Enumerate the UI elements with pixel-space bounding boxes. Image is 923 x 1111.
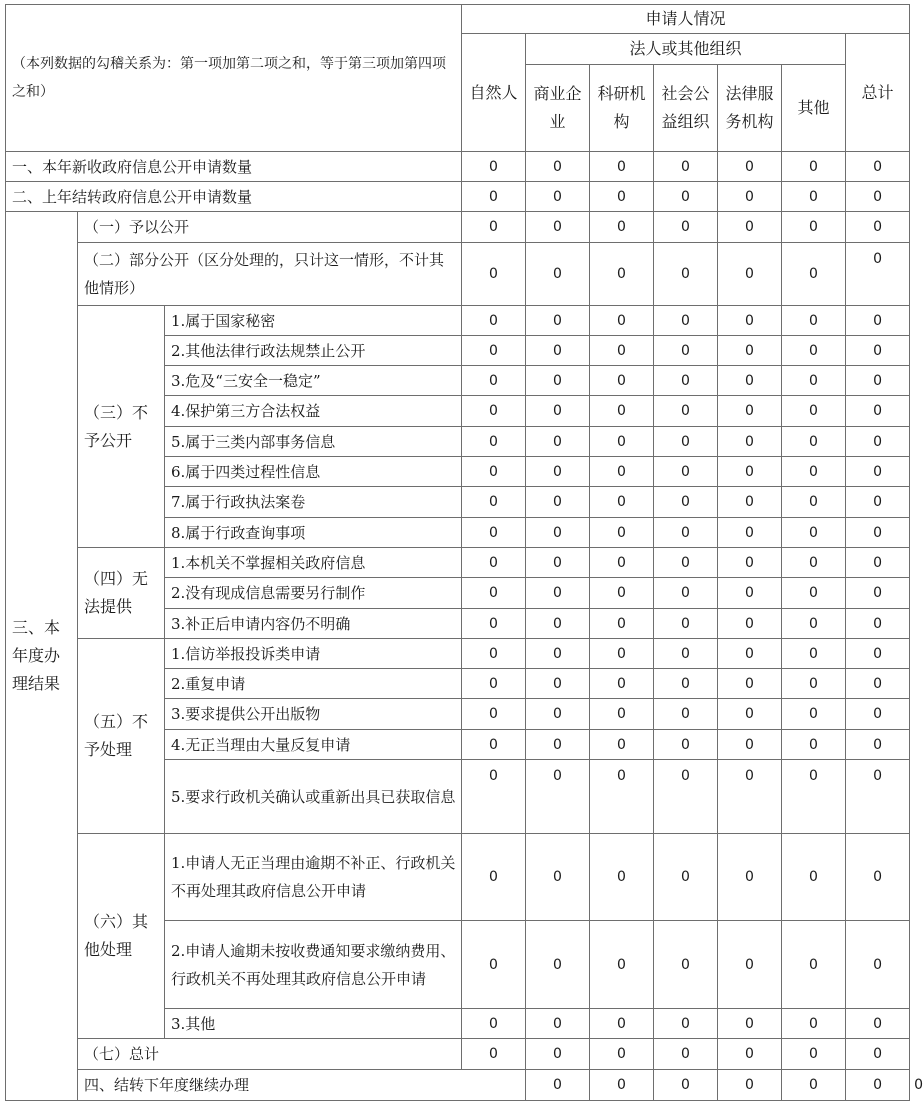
cell-value: 0	[718, 487, 782, 518]
cell-value: 0	[782, 212, 846, 243]
row-label: 8.属于行政查询事项	[165, 518, 462, 548]
cell-value: 0	[782, 336, 846, 366]
cell-value: 0	[718, 730, 782, 760]
cell-value: 0	[462, 639, 526, 669]
row-label: 2.申请人逾期未按收费通知要求缴纳费用、行政机关不再处理其政府信息公开申请	[165, 921, 462, 1009]
row-label: 5.属于三类内部事务信息	[165, 427, 462, 457]
cell-value: 0	[718, 152, 782, 182]
cell-value: 0	[718, 306, 782, 336]
cell-value: 0	[462, 669, 526, 699]
cell-value: 0	[462, 306, 526, 336]
cell-value: 0	[526, 396, 590, 427]
cell-value: 0	[718, 336, 782, 366]
cell-value: 0	[654, 760, 718, 834]
cell-value: 0	[846, 152, 910, 182]
cell-value: 0	[654, 152, 718, 182]
cell-value: 0	[718, 1070, 782, 1101]
cell-value: 0	[462, 730, 526, 760]
cell-value: 0	[718, 609, 782, 639]
header-total: 总计	[846, 34, 910, 152]
cell-value: 0	[590, 487, 654, 518]
row-label: 3.要求提供公开出版物	[165, 699, 462, 730]
cell-value: 0	[846, 427, 910, 457]
table-row	[6, 548, 910, 578]
cell-value: 0	[846, 1070, 910, 1101]
cell-value: 0	[462, 1009, 526, 1039]
cell-value: 0	[782, 366, 846, 396]
cell-value: 0	[846, 548, 910, 578]
cell-value: 0	[654, 639, 718, 669]
cell-value: 0	[590, 1009, 654, 1039]
cell-value: 0	[846, 1009, 910, 1039]
header-other: 其他	[782, 65, 846, 152]
cell-value: 0	[782, 182, 846, 212]
header-legal-org: 法人或其他组织	[526, 34, 846, 65]
cell-value: 0	[846, 609, 910, 639]
cell-value: 0	[654, 182, 718, 212]
cell-value: 0	[718, 396, 782, 427]
cell-value: 0	[782, 1039, 846, 1070]
cell-value: 0	[654, 243, 718, 306]
cell-value: 0	[590, 1070, 654, 1101]
cell-value: 0	[718, 457, 782, 487]
table-row	[6, 306, 910, 336]
cell-value: 0	[590, 336, 654, 366]
cell-value: 0	[590, 152, 654, 182]
cell-value: 0	[782, 243, 846, 306]
row-label: 二、上年结转政府信息公开申请数量	[6, 182, 462, 212]
cell-value: 0	[718, 427, 782, 457]
cell-value: 0	[590, 518, 654, 548]
group-label: （五）不予处理	[78, 639, 165, 834]
cell-value: 0	[718, 518, 782, 548]
cell-value: 0	[526, 699, 590, 730]
cell-value: 0	[654, 834, 718, 921]
cell-value: 0	[782, 760, 846, 834]
cell-value: 0	[590, 730, 654, 760]
cell-value: 0	[590, 427, 654, 457]
cell-value: 0	[590, 669, 654, 699]
cell-value: 0	[590, 639, 654, 669]
table-row: 四、结转下年度继续办理 0 0 0 0 0 0 0	[6, 1070, 910, 1101]
cell-value: 0	[782, 639, 846, 669]
cell-value: 0	[782, 730, 846, 760]
cell-value: 0	[654, 548, 718, 578]
cell-value: 0	[782, 1009, 846, 1039]
cell-value: 0	[654, 1070, 718, 1101]
cell-value: 0	[462, 921, 526, 1009]
cell-value: 0	[526, 457, 590, 487]
cell-value: 0	[846, 578, 910, 609]
cell-value: 0	[590, 243, 654, 306]
row-label: 6.属于四类过程性信息	[165, 457, 462, 487]
cell-value: 0	[782, 427, 846, 457]
group-label: （六）其他处理	[78, 834, 165, 1039]
table-row	[6, 243, 910, 306]
cell-value: 0	[590, 548, 654, 578]
header-note: （本列数据的勾稽关系为：第一项加第二项之和，等于第三项加第四项之和）	[6, 5, 462, 152]
cell-value: 0	[526, 1009, 590, 1039]
row-label: 2.没有现成信息需要另行制作	[165, 578, 462, 609]
header-social: 社会公益组织	[654, 65, 718, 152]
cell-value: 0	[782, 578, 846, 609]
cell-value: 0	[590, 578, 654, 609]
cell-value: 0	[526, 1039, 590, 1070]
cell-value: 0	[846, 1039, 910, 1070]
cell-value: 0	[718, 578, 782, 609]
header-legal-service: 法律服务机构	[718, 65, 782, 152]
table-row	[6, 834, 910, 921]
cell-value: 0	[654, 699, 718, 730]
table-row	[6, 152, 910, 182]
cell-value: 0	[654, 609, 718, 639]
cell-value: 0	[462, 243, 526, 306]
row-label: （一）予以公开	[78, 212, 462, 243]
cell-value: 0	[526, 366, 590, 396]
cell-value: 0	[718, 366, 782, 396]
cell-value: 0	[846, 336, 910, 366]
cell-value: 0	[526, 427, 590, 457]
cell-value: 0	[462, 152, 526, 182]
cell-value: 0	[654, 1009, 718, 1039]
table-row	[6, 1039, 910, 1070]
header-natural-person: 自然人	[462, 34, 526, 152]
row-label: 2.其他法律行政法规禁止公开	[165, 336, 462, 366]
cell-value: 0	[526, 669, 590, 699]
row-label: 3.补正后申请内容仍不明确	[165, 609, 462, 639]
cell-value: 0	[526, 306, 590, 336]
cell-value: 0	[846, 306, 910, 336]
cell-value: 0	[526, 639, 590, 669]
section3-label: 三、本年度办理结果	[6, 212, 78, 1101]
cell-value: 0	[782, 396, 846, 427]
cell-value: 0	[526, 834, 590, 921]
cell-value: 0	[654, 669, 718, 699]
cell-value: 0	[718, 639, 782, 669]
cell-value: 0	[782, 457, 846, 487]
cell-value: 0	[526, 578, 590, 609]
row-label: 一、本年新收政府信息公开申请数量	[6, 152, 462, 182]
group-label: （四）无法提供	[78, 548, 165, 639]
cell-value: 0	[846, 639, 910, 669]
cell-value: 0	[654, 427, 718, 457]
cell-value: 0	[526, 336, 590, 366]
cell-value: 0	[846, 366, 910, 396]
row-label: 7.属于行政执法案卷	[165, 487, 462, 518]
cell-value: 0	[462, 396, 526, 427]
cell-value: 0	[462, 548, 526, 578]
cell-value: 0	[462, 427, 526, 457]
cell-value: 0	[462, 457, 526, 487]
cell-value: 0	[590, 921, 654, 1009]
header-applicant: 申请人情况	[462, 5, 910, 34]
cell-value: 0	[462, 336, 526, 366]
cell-value: 0	[590, 396, 654, 427]
row-label: 2.重复申请	[165, 669, 462, 699]
row-label: （七）总计	[78, 1039, 462, 1070]
table-row	[6, 639, 910, 669]
cell-value: 0	[846, 243, 910, 306]
header-commercial: 商业企业	[526, 65, 590, 152]
cell-value: 0	[846, 669, 910, 699]
cell-value: 0	[782, 306, 846, 336]
cell-value: 0	[526, 921, 590, 1009]
cell-value: 0	[654, 921, 718, 1009]
cell-value: 0	[846, 396, 910, 427]
cell-value: 0	[590, 306, 654, 336]
cell-value: 0	[526, 609, 590, 639]
cell-value: 0	[590, 609, 654, 639]
cell-value: 0	[526, 152, 590, 182]
cell-value: 0	[590, 1039, 654, 1070]
cell-value: 0	[782, 834, 846, 921]
cell-value: 0	[526, 212, 590, 243]
cell-value: 0	[782, 152, 846, 182]
cell-value: 0	[846, 760, 910, 834]
cell-value: 0	[654, 366, 718, 396]
cell-value: 0	[846, 212, 910, 243]
cell-value: 0	[462, 487, 526, 518]
cell-value: 0	[718, 182, 782, 212]
cell-value: 0	[526, 518, 590, 548]
table-row	[6, 212, 910, 243]
row-label: 3.危及“三安全一稳定”	[165, 366, 462, 396]
cell-value: 0	[782, 669, 846, 699]
cell-value: 0	[590, 457, 654, 487]
cell-value: 0	[590, 182, 654, 212]
row-label: 5.要求行政机关确认或重新出具已获取信息	[165, 760, 462, 834]
cell-value: 0	[654, 336, 718, 366]
cell-value: 0	[462, 760, 526, 834]
cell-value: 0	[846, 182, 910, 212]
cell-value: 0	[718, 669, 782, 699]
cell-value: 0	[846, 699, 910, 730]
cell-value: 0	[654, 730, 718, 760]
cell-value: 0	[526, 548, 590, 578]
cell-value: 0	[590, 212, 654, 243]
cell-value: 0	[526, 760, 590, 834]
cell-value: 0	[782, 1070, 846, 1101]
cell-value: 0	[718, 699, 782, 730]
row-label: 4.无正当理由大量反复申请	[165, 730, 462, 760]
cell-value: 0	[718, 1009, 782, 1039]
cell-value: 0	[654, 212, 718, 243]
cell-value: 0	[782, 921, 846, 1009]
cell-value: 0	[526, 182, 590, 212]
cell-value: 0	[654, 396, 718, 427]
cell-value: 0	[590, 834, 654, 921]
row-label: 1.本机关不掌握相关政府信息	[165, 548, 462, 578]
cell-value: 0	[718, 834, 782, 921]
cell-value: 0	[526, 730, 590, 760]
cell-value: 0	[718, 243, 782, 306]
cell-value: 0	[654, 457, 718, 487]
cell-value: 0	[590, 760, 654, 834]
cell-value: 0	[782, 609, 846, 639]
cell-value: 0	[462, 1039, 526, 1070]
cell-value: 0	[782, 487, 846, 518]
table-row	[6, 182, 910, 212]
cell-value: 0	[846, 487, 910, 518]
gov-info-disclosure-table	[5, 4, 923, 1101]
cell-value: 0	[782, 518, 846, 548]
cell-value: 0	[526, 1070, 590, 1101]
cell-value: 0	[462, 834, 526, 921]
cell-value: 0	[462, 366, 526, 396]
cell-value: 0	[718, 921, 782, 1009]
cell-value: 0	[462, 212, 526, 243]
cell-value: 0	[718, 760, 782, 834]
cell-value: 0	[654, 1039, 718, 1070]
cell-value: 0	[462, 699, 526, 730]
cell-value: 0	[526, 487, 590, 518]
cell-value: 0	[590, 366, 654, 396]
row-label: 四、结转下年度继续办理	[78, 1070, 526, 1101]
cell-value: 0	[654, 578, 718, 609]
cell-value: 0	[782, 548, 846, 578]
cell-value: 0	[462, 578, 526, 609]
cell-value: 0	[654, 518, 718, 548]
row-label: 1.信访举报投诉类申请	[165, 639, 462, 669]
cell-value: 0	[590, 699, 654, 730]
cell-value: 0	[846, 730, 910, 760]
cell-value: 0	[462, 609, 526, 639]
cell-value: 0	[782, 699, 846, 730]
cell-value: 0	[846, 457, 910, 487]
cell-value: 0	[654, 306, 718, 336]
row-label: （二）部分公开（区分处理的，只计这一情形，不计其他情形）	[78, 243, 462, 306]
row-label: 3.其他	[165, 1009, 462, 1039]
row-label: 1.属于国家秘密	[165, 306, 462, 336]
header-research: 科研机构	[590, 65, 654, 152]
cell-value: 0	[718, 212, 782, 243]
cell-value: 0	[718, 548, 782, 578]
cell-value: 0	[462, 182, 526, 212]
cell-value: 0	[846, 834, 910, 921]
cell-value: 0	[462, 518, 526, 548]
group-label: （三）不予公开	[78, 306, 165, 548]
cell-value: 0	[654, 487, 718, 518]
cell-value: 0	[526, 243, 590, 306]
row-label: 1.申请人无正当理由逾期不补正、行政机关不再处理其政府信息公开申请	[165, 834, 462, 921]
row-label: 4.保护第三方合法权益	[165, 396, 462, 427]
cell-value: 0	[846, 518, 910, 548]
cell-value: 0	[718, 1039, 782, 1070]
cell-value: 0	[846, 921, 910, 1009]
